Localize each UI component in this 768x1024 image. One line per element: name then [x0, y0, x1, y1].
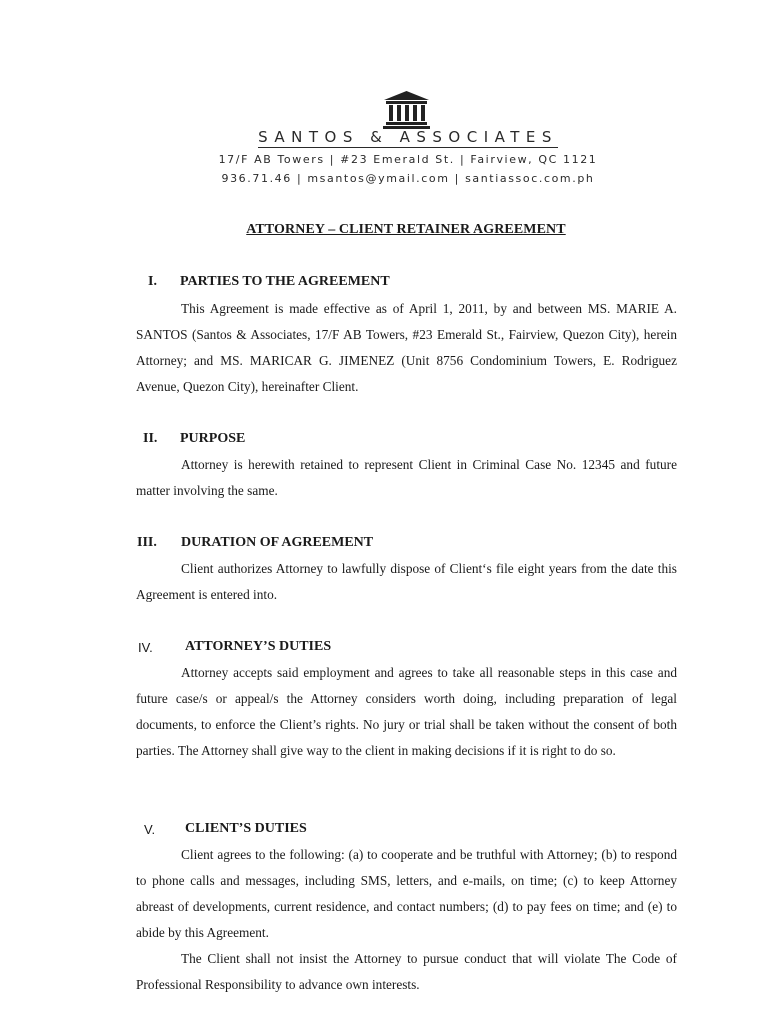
section-number: V.: [144, 822, 156, 837]
section-number: IV.: [138, 640, 153, 655]
section-title: PURPOSE: [180, 431, 246, 446]
section-title: PARTIES TO THE AGREEMENT: [180, 274, 390, 289]
firm-address: 17/F AB Towers | #23 Emerald St. | Fairview, QC 1121: [218, 153, 598, 166]
section-title: ATTORNEY’S DUTIES: [185, 639, 332, 654]
section-title: CLIENT’S DUTIES: [185, 821, 307, 836]
section-paragraph-client-duties: Client agrees to the following: (a) to cooperate and be truthful with Attorney; (b) to respond to phone calls and messages, including SMS, letters, and e-mails, on time; (c) to keep Attorney abreast of developments, current residence, and contact numbers; (d) to pay fees on time; and (e) to abide by this Agreement.: [136, 847, 677, 940]
section-paragraph-purpose: Attorney is herewith retained to represent Client in Criminal Case No. 12345 and future matter involving the same.: [136, 457, 677, 498]
section-title: DURATION OF AGREEMENT: [181, 535, 374, 550]
firm-name: SANTOS & ASSOCIATES: [258, 128, 558, 146]
section-number: I.: [148, 274, 157, 289]
section-paragraph-attorney-duties: Attorney accepts said employment and agrees to take all reasonable steps in this case and future case/s or appeal/s the Attorney considers worth doing, including preparation of legal documents, to enforce the Client’s rights. No jury or trial shall be taken without the consent of both parties. The Attorney shall give way to the client in making decisions if it is right to do so.: [136, 665, 677, 758]
section-number: II.: [143, 431, 158, 446]
section-paragraph-client-conduct: The Client shall not insist the Attorney to pursue conduct that will violate The Code of Professional Responsibility to advance own interests.: [136, 951, 677, 992]
document-title: ATTORNEY – CLIENT RETAINER AGREEMENT: [246, 222, 566, 237]
section-paragraph-parties: This Agreement is made effective as of April 1, 2011, by and between MS. MARIE A. SANTOS (Santos & Associates, 17/F AB Towers, #23 Emerald St., Fairview, Quezon City), herein Attorney; and MS. MARICAR G. JIMENEZ (Unit 8756 Condominium Towers, E. Rodriguez Avenue, Quezon City), hereinafter Client.: [136, 301, 677, 394]
courthouse-columns-icon: [380, 90, 433, 130]
firm-contact: 936.71.46 | msantos@ymail.com | santiassoc.com.ph: [221, 172, 595, 185]
section-paragraph-duration: Client authorizes Attorney to lawfully dispose of Client‘s file eight years from the date this Agreement is entered into.: [136, 561, 677, 602]
section-number: III.: [137, 535, 157, 550]
